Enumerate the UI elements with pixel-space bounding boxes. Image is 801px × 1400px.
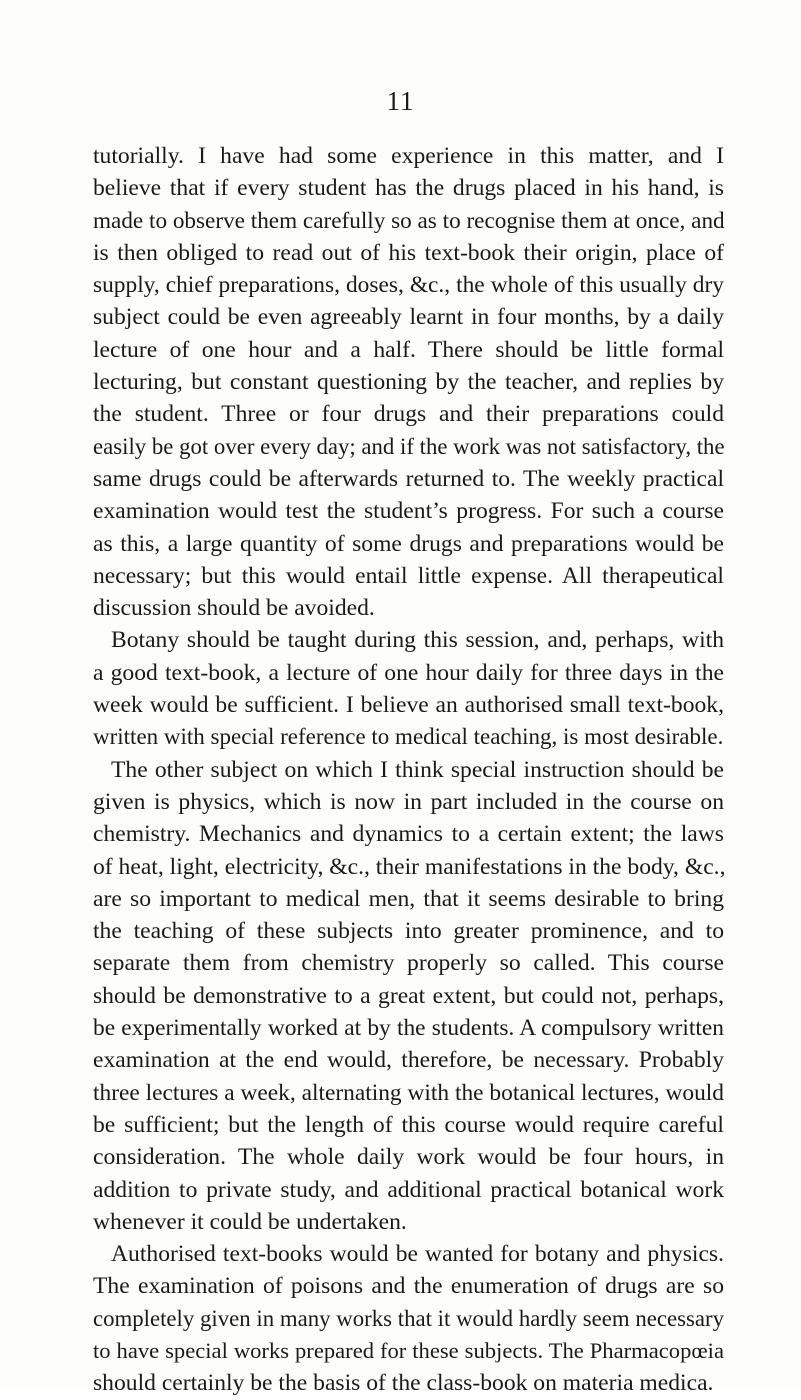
text-line: chemistry. Mechanics and dynamics to a certain extent; the laws (93, 821, 724, 848)
text-line: tutorially. I have had some experience in this matter, and I (93, 143, 724, 169)
text-line: as this, a large quantity of some drugs and preparations would be (93, 530, 724, 557)
text-line: believe that if every student has the drugs placed in his hand, is (93, 175, 724, 202)
text-line: lecturing, but constant questioning by the teacher, and replies by (93, 369, 724, 396)
text-line: whenever it could be undertaken. (93, 1208, 407, 1235)
text-line: week would be sufficient. I believe an authorised small text-book, (93, 692, 724, 719)
text-line: supply, chief preparations, doses, &c., the whole of this usually dry (93, 272, 724, 299)
text-line: consideration. The whole daily work would be four hours, in (93, 1144, 724, 1171)
text-line: the teaching of these subjects into greater prominence, and to (93, 918, 724, 945)
text-line: a good text-book, a lecture of one hour daily for three days in the (93, 659, 724, 686)
text-line: lecture of one hour and a half. There should be little formal (93, 336, 724, 363)
text-line: should certainly be the basis of the class-book on materia medica. (93, 1370, 714, 1397)
text-line: discussion should be avoided. (93, 595, 375, 622)
text-line: The other subject on which I think special instruction should be (111, 756, 724, 783)
text-line: addition to private study, and additional practical botanical work (93, 1176, 724, 1203)
text-line: subject could be even agreeably learnt in four months, by a daily (93, 304, 724, 331)
text-line: written with special reference to medical teaching, is most desirable. (93, 724, 724, 750)
text-line: completely given in many works that it would hardly seem necessary (93, 1305, 724, 1331)
text-line: the student. Three or four drugs and their preparations could (93, 401, 724, 428)
text-line: be sufficient; but the length of this course would require careful (93, 1111, 724, 1138)
text-line: three lectures a week, alternating with the botanical lectures, would (93, 1079, 724, 1106)
text-line: of heat, light, electricity, &c., their manifestations in the body, &c., (93, 853, 726, 880)
text-line: necessary; but this would entail little expense. All therapeutical (93, 562, 724, 589)
text-line: separate them from chemistry properly so called. This course (93, 950, 724, 977)
body-text (93, 140, 724, 1400)
text-line: Authorised text-books would be wanted for botany and physics. (111, 1241, 724, 1268)
text-line: be experimentally worked at by the students. A compulsory written (93, 1015, 724, 1042)
text-line: should be demonstrative to a great extent, but could not, perhaps, (93, 982, 724, 1009)
text-line: The examination of poisons and the enumeration of drugs are so (93, 1273, 724, 1300)
text-line: is then obliged to read out of his text-book their origin, place of (93, 239, 724, 266)
text-line: same drugs could be afterwards returned to. The weekly practical (93, 465, 724, 492)
text-line: made to observe them carefully so as to recognise them at once, and (93, 207, 725, 234)
text-line: to have special works prepared for these subjects. The Pharmacopœia (93, 1337, 724, 1363)
text-line: are so important to medical men, that it seems desirable to bring (93, 885, 724, 912)
text-line: examination would test the student’s progress. For such a course (93, 498, 724, 525)
text-line: easily be got over every day; and if the work was not satisfactory, the (93, 433, 725, 459)
text-line: examination at the end would, therefore, be necessary. Probably (93, 1047, 724, 1074)
page-number: 11 (386, 86, 415, 116)
text-line: given is physics, which is now in part included in the course on (93, 788, 724, 815)
text-line: Botany should be taught during this session, and, perhaps, with (111, 627, 724, 654)
